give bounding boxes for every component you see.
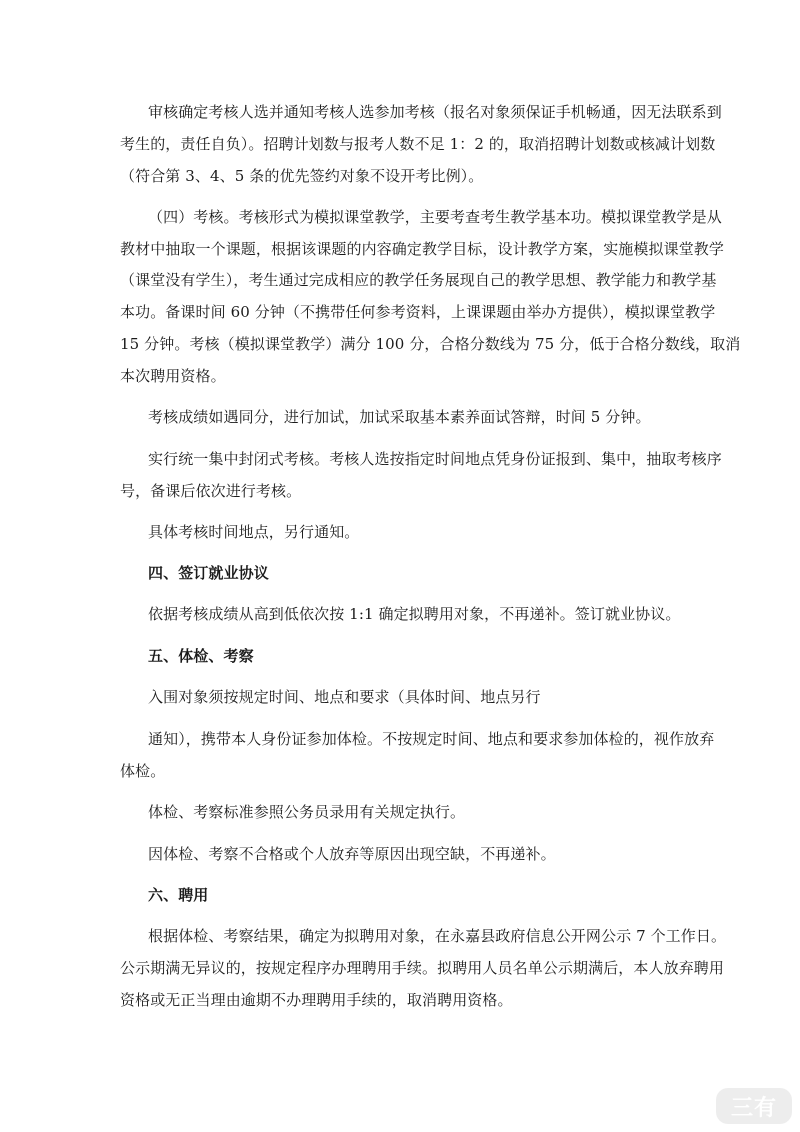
paragraph-line: 具体考核时间地点，另行通知。 <box>148 523 360 541</box>
paragraph-line: 公示期满无异议的，按规定程序办理聘用手续。拟聘用人员名单公示期满后，本人放弃聘用 <box>120 959 725 977</box>
paragraph-line: 考生的，责任自负）。招聘计划数与报考人数不足 1：2 的，取消招聘计划数或核减计划数 <box>120 135 716 153</box>
paragraph-line: 依据考核成绩从高到低依次按 1:1 确定拟聘用对象，不再递补。签订就业协议。 <box>148 605 681 623</box>
paragraph-line: 根据体检、考察结果，确定为拟聘用对象，在永嘉县政府信息公开网公示 7 个工作日。 <box>148 927 727 945</box>
section-heading: 五、体检、考察 <box>148 647 254 665</box>
paragraph-line: 实行统一集中封闭式考核。考核人选按指定时间地点凭身份证报到、集中，抽取考核序 <box>148 450 722 468</box>
paragraph-line: 本次聘用资格。 <box>120 367 226 385</box>
paragraph-line: 体检、考察标准参照公务员录用有关规定执行。 <box>148 803 466 821</box>
paragraph-line: 审核确定考核人选并通知考核人选参加考核（报名对象须保证手机畅通，因无法联系到 <box>148 103 722 121</box>
paragraph-line: 通知），携带本人身份证参加体检。不按规定时间、地点和要求参加体检的，视作放弃 <box>148 730 715 748</box>
watermark-logo: 三有 <box>716 1088 792 1124</box>
paragraph-line: 考核成绩如遇同分，进行加试，加试采取基本素养面试答辩，时间 5 分钟。 <box>148 408 651 426</box>
paragraph-line: 号，备课后依次进行考核。 <box>120 482 302 500</box>
paragraph-line: （符合第 3、4、5 条的优先签约对象不设开考比例）。 <box>120 167 484 185</box>
section-heading: 四、签订就业协议 <box>148 564 269 582</box>
paragraph-line: （课堂没有学生），考生通过完成相应的教学任务展现自己的教学思想、教学能力和教学基 <box>120 271 717 289</box>
paragraph-line: 教材中抽取一个课题，根据该课题的内容确定教学目标，设计教学方案，实施模拟课堂教学 <box>120 240 725 258</box>
paragraph-line: 资格或无正当理由逾期不办理聘用手续的，取消聘用资格。 <box>120 991 513 1009</box>
paragraph-line: （四）考核。考核形式为模拟课堂教学，主要考查考生教学基本功。模拟课堂教学是从 <box>148 208 722 226</box>
paragraph-line: 15 分钟。考核（模拟课堂教学）满分 100 分，合格分数线为 75 分，低于合格分数线，取消 <box>120 335 741 353</box>
paragraph-line: 因体检、考察不合格或个人放弃等原因出现空缺，不再递补。 <box>148 845 556 863</box>
paragraph-line: 本功。备课时间 60 分钟（不携带任何参考资料，上课课题由举办方提供），模拟课堂教学 <box>120 303 716 321</box>
section-heading: 六、聘用 <box>148 886 209 904</box>
paragraph-line: 体检。 <box>120 762 166 780</box>
paragraph-line: 入围对象须按规定时间、地点和要求（具体时间、地点另行 <box>148 688 541 706</box>
